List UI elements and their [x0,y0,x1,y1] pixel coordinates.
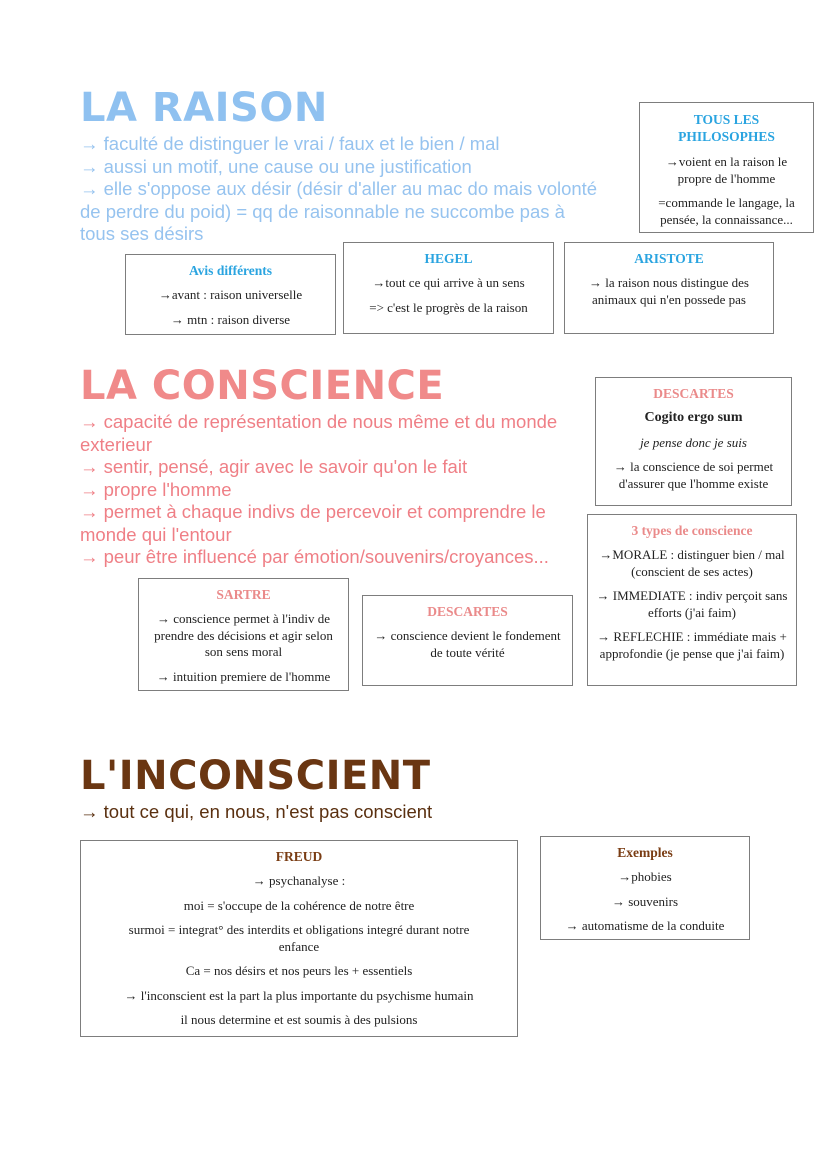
box-title-line: PHILOSOPHES [678,129,775,144]
box-text: → conscience devient le fondement de toute vérité [374,628,561,660]
box-text: moi = s'occupe de la cohérence de notre être [183,897,415,913]
box-text: → intuition premiere de l'homme [156,668,331,684]
sartre-box [138,578,349,691]
descartes-verite-box [362,595,573,686]
box-text: →MORALE : distinguer bien / mal (conscient de ses actes) [599,547,785,579]
raison-line: de perdre du poid) = qq de raisonnable ne succombe pas à [80,200,565,222]
aristote-box [564,242,774,334]
box-text: → IMMEDIATE : indiv perçoit sans efforts (j'ai faim) [596,588,788,620]
avis-differents-box [125,254,336,335]
box-text: Cogito ergo sum [644,410,743,425]
inconscient-line: → tout ce qui, en nous, n'est pas conscient [80,801,433,822]
box-title: DESCARTES [653,386,734,401]
tous-les-philosophes-box [639,102,814,233]
box-text: → conscience permet à l'indiv de prendre des décisions et agir selon son sens moral [154,611,333,659]
box-title: HEGEL [424,251,473,266]
box-text: → l'inconscient est la part la plus importante du psychisme humain [124,987,474,1003]
box-text: → REFLECHIE : immédiate mais + approfondie (je pense que j'ai faim) [597,629,787,661]
box-text: →tout ce qui arrive à un sens [372,275,525,290]
box-title-line: TOUS LES [693,112,760,127]
descartes-cogito-box [595,377,792,506]
box-text: →voient en la raison le propre de l'homme [665,154,788,186]
box-text: → mtn : raison diverse [170,311,291,327]
box-text: → la raison nous distingue des animaux qui n'en possede pas [589,275,749,307]
raison-line: → aussi un motif, une cause ou une justification [80,155,472,177]
conscience-line: → sentir, pensé, agir avec le savoir qu'on le fait [80,456,468,477]
raison-heading: LA RAISON [80,85,328,131]
raison-line: → elle s'oppose aux désir (désir d'aller au mac do mais volonté [80,178,598,199]
box-text: => c'est le progrès de la raison [369,299,528,315]
conscience-line: → permet à chaque indivs de percevoir et comprendre le [80,501,546,522]
raison-line: tous ses désirs [80,223,204,244]
conscience-text [80,411,590,569]
box-text: →phobies [618,869,672,884]
box-text: → souvenirs [611,893,679,909]
box-text: Ca = nos désirs et nos peurs les + essentiels [185,963,413,978]
box-text: → psychanalyse : [252,873,346,888]
box-text: je pense donc je suis [640,434,747,450]
inconscient-text [80,801,600,824]
box-title: DESCARTES [427,604,508,619]
box-title: Avis différents [188,263,273,278]
raison-line: → faculté de distinguer le vrai / faux et le bien / mal [80,133,500,154]
conscience-line: → capacité de représentation de nous même et du monde [80,411,558,432]
box-title: Exemples [617,845,673,860]
box-text: =commande le langage, la pensée, la connaissance... [658,195,795,227]
box-text: surmoi = integrat° des interdits et obligations integré durant notre enfance [128,922,470,954]
conscience-line: → propre l'homme [80,478,232,500]
freud-box [80,840,518,1037]
box-text: → automatisme de la conduite [565,918,725,933]
box-title: SARTRE [216,587,271,602]
box-title: ARISTOTE [634,251,704,266]
exemples-box [540,836,750,940]
box-title [648,111,805,145]
box-title: 3 types de conscience [631,523,753,538]
conscience-line: exterieur [80,433,152,455]
box-text: →avant : raison universelle [158,287,303,302]
box-title: FREUD [275,849,323,864]
box-text: → la conscience de soi permet d'assurer que l'homme existe [613,459,774,491]
conscience-line: → peur être influencé par émotion/souvenirs/croyances... [80,546,549,567]
inconscient-heading: L'INCONSCIENT [80,753,431,799]
conscience-line: monde qui l'entour [80,523,232,545]
hegel-box [343,242,554,334]
raison-text [80,133,640,246]
types-de-conscience-box [587,514,797,686]
box-text: il nous determine et est soumis à des pulsions [180,1012,418,1027]
conscience-heading: LA CONSCIENCE [80,363,445,409]
